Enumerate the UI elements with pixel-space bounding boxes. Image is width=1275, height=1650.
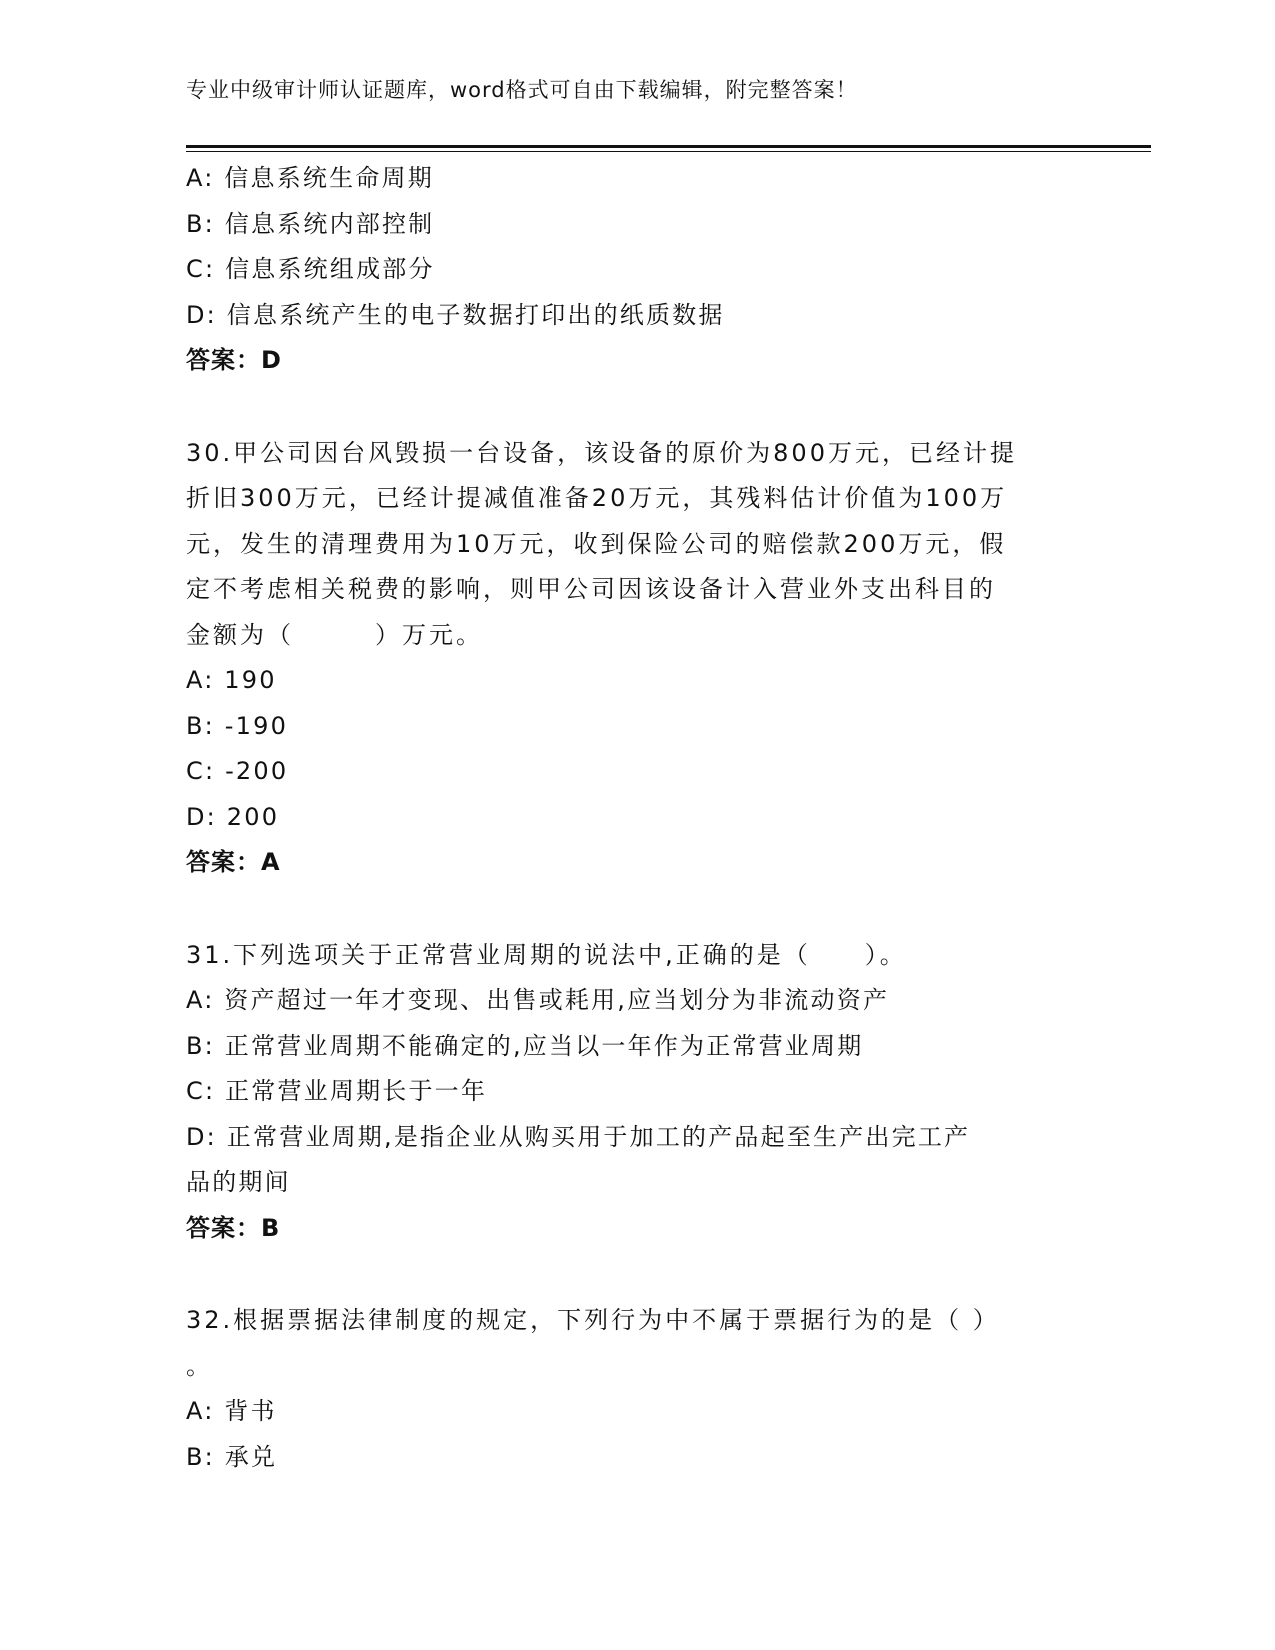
question-gap [186,1251,1086,1298]
previous-question-block [186,156,1086,384]
question-stem-line: 30.甲公司因台风毁损一台设备，该设备的原价为800万元，已经计提 [186,438,1017,467]
question-stem-line: 31.下列选项关于正常营业周期的说法中,正确的是（ ）。 [186,940,907,969]
option-b: B: 承兑 [186,1442,278,1471]
question-stem-line: 。 [186,1351,213,1380]
option-c: C: 正常营业周期长于一年 [186,1077,488,1105]
question-30 [186,431,1086,886]
option-a: A: 背书 [186,1397,277,1425]
answer-line: 答案：D [186,346,282,374]
page-header: 专业中级审计师认证题库，word格式可自由下载编辑，附完整答案！ [186,78,858,102]
question-32 [186,1298,1086,1480]
header-rule-thin [186,151,1151,152]
question-stem-line: 金额为（ ）万元。 [186,620,483,649]
option-b: B: -190 [186,711,289,740]
option-d: D: 200 [186,802,280,831]
question-stem-line: 定不考虑相关税费的影响，则甲公司因该设备计入营业外支出科目的 [186,575,996,603]
option-d: D: 信息系统产生的电子数据打印出的纸质数据 [186,300,725,329]
option-a: A: 信息系统生命周期 [186,164,434,192]
option-c: C: 信息系统组成部分 [186,255,435,283]
option-c: C: -200 [186,757,289,785]
option-a: A: 资产超过一年才变现、出售或耗用,应当划分为非流动资产 [186,986,890,1014]
answer-line: 答案：B [186,1213,281,1242]
question-gap [186,886,1086,933]
document-content [186,156,1086,1480]
option-b: B: 正常营业周期不能确定的,应当以一年作为正常营业周期 [186,1031,864,1060]
option-a: A: 190 [186,666,277,694]
header-rule-thick [186,145,1151,148]
option-b: B: 信息系统内部控制 [186,209,435,238]
question-31 [186,933,1086,1252]
answer-line: 答案：A [186,848,281,876]
question-stem-line: 32.根据票据法律制度的规定，下列行为中不属于票据行为的是（ ） [186,1306,1000,1334]
option-d-continued: 品的期间 [186,1168,291,1196]
question-gap [186,384,1086,431]
question-stem-line: 折旧300万元，已经计提减值准备20万元，其残料估计价值为100万 [186,484,1008,512]
question-stem-line: 元，发生的清理费用为10万元，收到保险公司的赔偿款200万元，假 [186,529,1007,558]
option-d: D: 正常营业周期,是指企业从购买用于加工的产品起至生产出完工产 [186,1122,971,1151]
